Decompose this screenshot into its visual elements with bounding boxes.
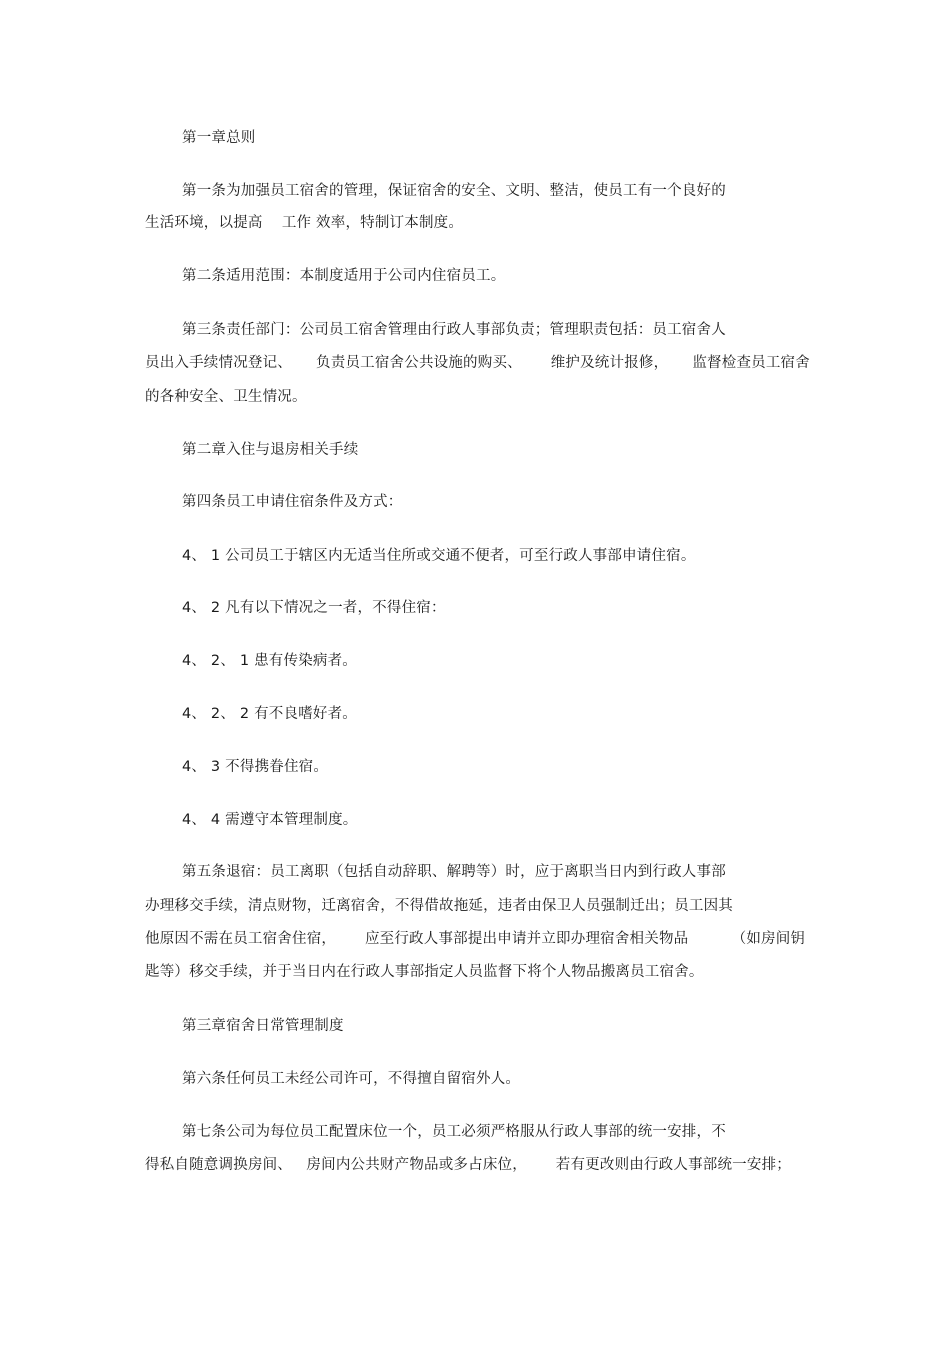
article-7-line-2: 得私自随意调换房间、 房间内公共财产物品或多占床位， 若有更改则由行政人事部统一安排； xyxy=(145,1157,791,1173)
clause-4-2-2: 4、 2、 2 有不良嗜好者。 xyxy=(182,706,358,722)
article-3-line-3: 的各种安全、卫生情况。 xyxy=(145,389,307,405)
article-4: 第四条员工申请住宿条件及方式： xyxy=(182,494,403,510)
article-5-line-2: 办理移交手续，清点财物，迁离宿舍，不得借故拖延，违者由保卫人员强制迁出；员工因其 xyxy=(145,898,733,914)
article-5-line-3: 他原因不需在员工宿舍住宿， 应至行政人事部提出申请并立即办理宿舍相关物品 （如房间钥 xyxy=(145,931,806,947)
article-1-line-2: 生活环境，以提高 工作 效率，特制订本制度。 xyxy=(145,215,464,231)
chapter-2-heading: 第二章入住与退房相关手续 xyxy=(182,442,359,458)
clause-4-2: 4、 2 凡有以下情况之一者，不得住宿： xyxy=(182,600,446,616)
article-1-line-1: 第一条为加强员工宿舍的管理，保证宿舍的安全、文明、整洁，使员工有一个良好的 xyxy=(182,183,726,199)
clause-4-4: 4、 4 需遵守本管理制度。 xyxy=(182,812,358,828)
article-5-line-1: 第五条退宿：员工离职（包括自动辞职、解聘等）时，应于离职当日内到行政人事部 xyxy=(182,864,726,880)
clause-4-3: 4、 3 不得携眷住宿。 xyxy=(182,759,329,775)
clause-4-1: 4、 1 公司员工于辖区内无适当住所或交通不便者，可至行政人事部申请住宿。 xyxy=(182,548,696,564)
article-2: 第二条适用范围：本制度适用于公司内住宿员工。 xyxy=(182,268,506,284)
clause-4-2-1: 4、 2、 1 患有传染病者。 xyxy=(182,653,358,669)
article-3-line-2: 员出入手续情况登记、 负责员工宿舍公共设施的购买、 维护及统计报修， 监督检查员工宿舍 xyxy=(145,355,810,371)
chapter-3-heading: 第三章宿舍日常管理制度 xyxy=(182,1018,344,1034)
article-6: 第六条任何员工未经公司许可，不得擅自留宿外人。 xyxy=(182,1071,521,1087)
chapter-1-heading: 第一章总则 xyxy=(182,130,256,146)
article-5-line-4: 匙等）移交手续，并于当日内在行政人事部指定人员监督下将个人物品搬离员工宿舍。 xyxy=(145,964,704,980)
article-3-line-1: 第三条责任部门：公司员工宿舍管理由行政人事部负责；管理职责包括：员工宿舍人 xyxy=(182,322,726,338)
article-7-line-1: 第七条公司为每位员工配置床位一个，员工必须严格服从行政人事部的统一安排，不 xyxy=(182,1124,726,1140)
